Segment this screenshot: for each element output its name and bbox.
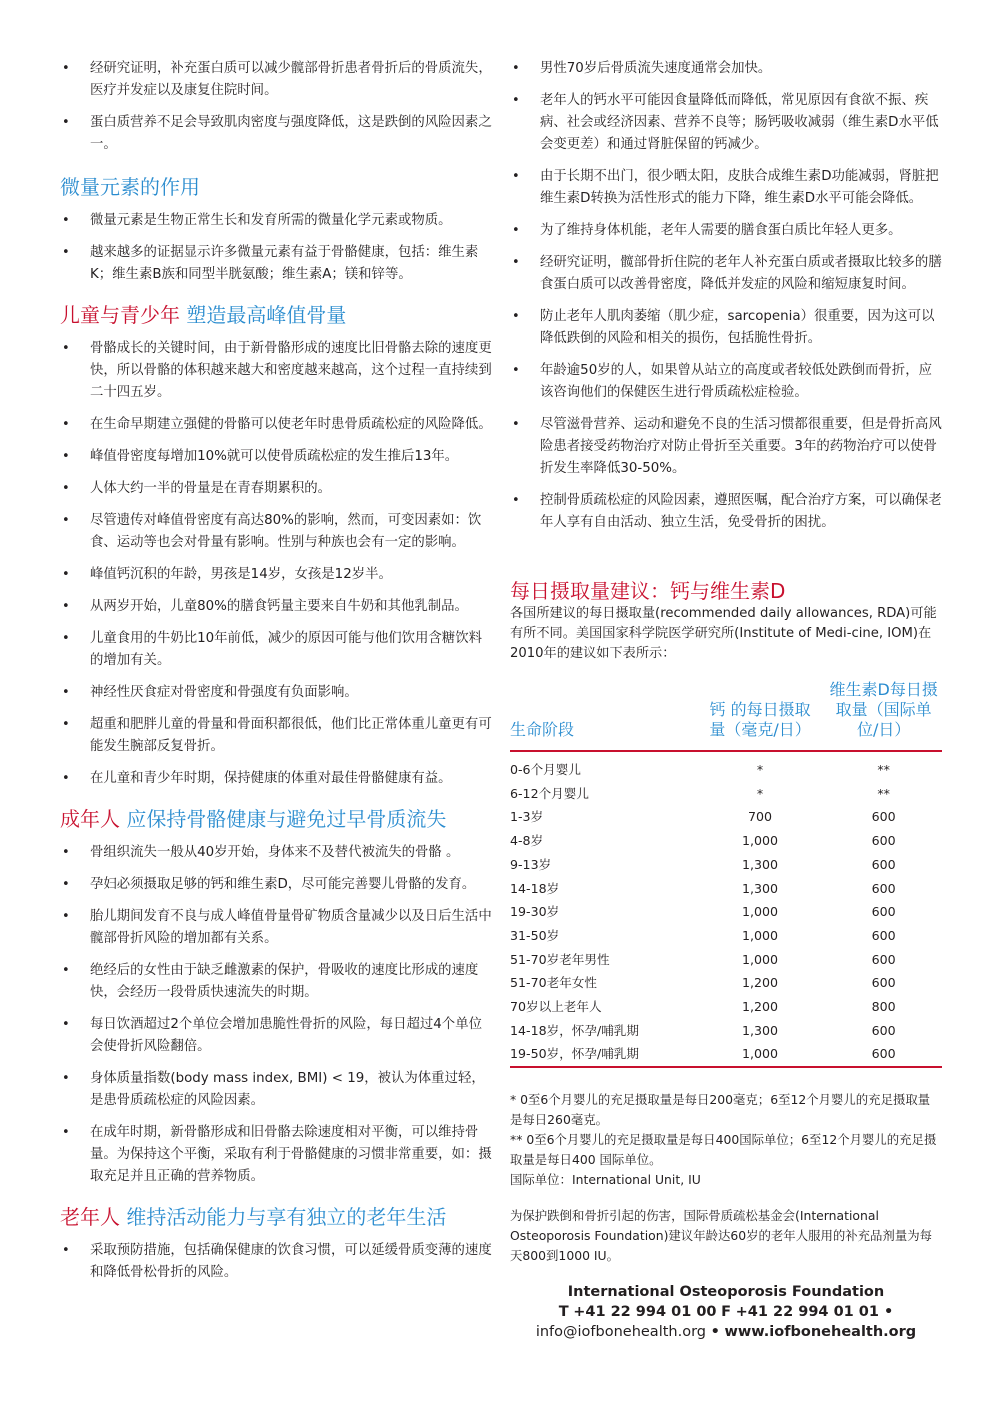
cell-calcium: 1,200	[742, 999, 779, 1015]
cell-calcium: 1,000	[742, 904, 779, 920]
fax-number: +41 22 994 01 01 •	[735, 1304, 894, 1321]
bullet-item: • 孕妇必须摄取足够的钙和维生素D，尽可能完善婴儿骨骼的发育。	[60, 874, 492, 896]
bullet-item: • 从两岁开始，儿童80%的膳食钙量主要来自牛奶和其他乳制品。	[60, 596, 492, 618]
table-row	[510, 1042, 942, 1067]
bullet-item: • 尽管遗传对峰值骨密度有高达80%的影响，然而，可变因素如：饮食、运动等也会对骨量有影响。性别与种族也会有一定的影响。	[60, 510, 492, 554]
bullet-item: • 越来越多的证据显示许多微量元素有益于骨骼健康，包括：维生素K；维生素B族和同型半胱氨酸；维生素A；镁和锌等。	[60, 242, 492, 286]
cell-calcium: 1,000	[742, 833, 779, 849]
rda-table-bottom-rule	[510, 1067, 942, 1080]
table-row	[510, 877, 942, 901]
website-link[interactable]: www.iofbonehealth.org	[724, 1324, 917, 1341]
elderly-title-red: 老年人	[60, 1205, 120, 1229]
bullet-item: • 防止老年人肌肉萎缩（肌少症，sarcopenia）很重要，因为这可以降低跌倒的风险和相关的损伤，包括脆性骨折。	[510, 306, 942, 350]
cell-vitamin-d: 600	[871, 927, 896, 943]
cell-vitamin-d: 600	[871, 904, 896, 920]
bullet-item: • 神经性厌食症对骨密度和骨强度有负面影响。	[60, 682, 492, 704]
elderly-section-title	[60, 1204, 492, 1230]
bullet-item: • 骨组织流失一般从40岁开始，身体来不及替代被流失的骨骼 。	[60, 842, 492, 864]
iof-phone-line	[510, 1302, 942, 1322]
children-title-blue: 塑造最高峰值骨量	[186, 303, 347, 327]
bullet-item: • 由于长期不出门，很少晒太阳，皮肤合成维生素D功能减弱，肾脏把维生素D转换为活性形式的能力下降，维生素D水平可能会降低。	[510, 166, 942, 210]
cell-life-stage: 9-13岁	[510, 856, 552, 872]
adults-title-blue: 应保持骨骼健康与避免过早骨质流失	[126, 807, 447, 831]
cell-life-stage: 19-30岁	[510, 904, 560, 920]
table-row	[510, 900, 942, 924]
cell-vitamin-d: **	[877, 762, 890, 777]
cell-vitamin-d: 600	[871, 1022, 896, 1038]
bullet-item: • 儿童食用的牛奶比10年前低，减少的原因可能与他们饮用含糖饮料的增加有关。	[60, 628, 492, 672]
micro-section-title: 微量元素的作用	[60, 175, 200, 199]
phone-label: T	[558, 1304, 569, 1321]
cell-vitamin-d: 600	[871, 880, 896, 896]
cell-vitamin-d: 600	[871, 1046, 896, 1062]
footnote-calcium: * 0至6个月婴儿的充足摄取量是每日200毫克；6至12个月婴儿的充足摄取量是每日260毫克。	[510, 1092, 931, 1128]
fax-label: F	[721, 1304, 732, 1321]
bullet-item: • 老年人的钙水平可能因食量降低而降低，常见原因有食欲不振、疾病、社会或经济因素、营养不良等；肠钙吸收减弱（维生素D水平低会变更差）和通过肾脏保留的钙减少。	[510, 90, 942, 156]
adults-bullet-list	[60, 842, 492, 1188]
rda-footnotes	[510, 1090, 942, 1190]
bullet-item: • 在儿童和青少年时期，保持健康的体重对最佳骨骼健康有益。	[60, 768, 492, 790]
rda-table	[510, 674, 942, 1080]
cell-calcium: 700	[748, 809, 773, 825]
cell-vitamin-d: 600	[871, 809, 896, 825]
bullet-item: • 微量元素是生物正常生长和发育所需的微量化学元素或物质。	[60, 210, 492, 232]
bullet-item: • 在生命早期建立强健的骨骼可以使老年时患骨质疏松症的风险降低。	[60, 414, 492, 436]
table-row	[510, 782, 942, 806]
bullet-item: • 为了维持身体机能，老年人需要的膳食蛋白质比年轻人更多。	[510, 220, 942, 242]
bullet-item: • 男性70岁后骨质流失速度通常会加快。	[510, 58, 942, 80]
bullet-item: • 在成年时期，新骨骼形成和旧骨骼去除速度相对平衡，可以维持骨量。为保持这个平衡，采取有利于骨骼健康的习惯非常重要，如：摄取充足并且正确的营养物质。	[60, 1122, 492, 1188]
table-row	[510, 829, 942, 853]
elderly-title-blue: 维持活动能力与享有独立的老年生活	[126, 1205, 447, 1229]
cell-life-stage: 19-50岁，怀孕/哺乳期	[510, 1046, 639, 1062]
separator: •	[710, 1324, 720, 1341]
children-section-title	[60, 302, 492, 328]
table-row	[510, 853, 942, 877]
cell-life-stage: 70岁以上老年人	[510, 999, 602, 1015]
footnote-vitamin-d: ** 0至6个月婴儿的充足摄取量是每日400国际单位；6至12个月婴儿的充足摄取量是每日400 国际单位。	[510, 1132, 937, 1168]
bullet-item: • 尽管滋骨营养、运动和避免不良的生活习惯都很重要，但是骨折高风险患者接受药物治疗对防止骨折至关重要。3年的药物治疗可以使骨折发生率降低30-50%。	[510, 414, 942, 480]
children-title-red: 儿童与青少年	[60, 303, 180, 327]
table-row	[510, 1019, 942, 1043]
cell-vitamin-d: 600	[871, 975, 896, 991]
cell-life-stage: 51-70老年女性	[510, 975, 597, 991]
bullet-item: • 蛋白质营养不足会导致肌肉密度与强度降低，这是跌倒的风险因素之一。	[60, 112, 492, 156]
cell-calcium: 1,300	[742, 856, 779, 872]
iof-web-line	[510, 1322, 942, 1342]
bullet-item: • 胎儿期间发育不良与成人峰值骨量骨矿物质含量减少以及日后生活中髋部骨折风险的增加都有关系。	[60, 906, 492, 950]
cell-calcium: 1,000	[742, 927, 779, 943]
micro-bullet-list	[60, 210, 492, 286]
adults-title-red: 成年人	[60, 807, 120, 831]
rda-header-vitamin-d: 维生素D每日摄取量（国际单位/日）	[829, 680, 938, 739]
cell-calcium: *	[756, 762, 764, 777]
cell-calcium: 1,200	[742, 975, 779, 991]
bullet-item: • 年龄逾50岁的人，如果曾从站立的高度或者较低处跌倒而骨折，应该咨询他们的保健医生进行骨质疏松症检验。	[510, 360, 942, 404]
cell-vitamin-d: 800	[871, 999, 896, 1015]
bullet-item: • 每日饮酒超过2个单位会增加患脆性骨折的风险，每日超过4个单位会使骨折风险翻倍。	[60, 1014, 492, 1058]
rda-table-body	[510, 751, 942, 1067]
daily-intake-intro: 各国所建议的每日摄取量(recommended daily allowances, RDA)可能有所不同。美国国家科学院医学研究所(Institute of Medi-cine, IOM)在2010年的建议如下表所示：	[510, 606, 937, 661]
cell-life-stage: 1-3岁	[510, 809, 544, 825]
email-link[interactable]: info@iofbonehealth.org	[535, 1324, 706, 1341]
left-column	[60, 58, 492, 1294]
cell-vitamin-d: **	[877, 785, 890, 801]
daily-intake-title: 每日摄取量建议：钙与维生素D	[510, 579, 786, 603]
rda-header-stage: 生命阶段	[510, 720, 575, 739]
cell-life-stage: 51-70岁老年男性	[510, 951, 610, 967]
cell-calcium: *	[756, 785, 764, 801]
iof-contact-block	[510, 1282, 942, 1342]
iof-name: International Osteoporosis Foundation	[567, 1284, 885, 1301]
bullet-item: • 峰值钙沉积的年龄，男孩是14岁，女孩是12岁半。	[60, 564, 492, 586]
table-row	[510, 924, 942, 948]
right-column	[510, 58, 942, 1342]
table-row	[510, 995, 942, 1019]
rda-header-calcium: 钙 的每日摄取量（毫克/日）	[709, 700, 811, 739]
table-row	[510, 948, 942, 972]
cell-vitamin-d: 600	[871, 833, 896, 849]
table-row	[510, 971, 942, 995]
cell-life-stage: 4-8岁	[510, 833, 544, 849]
cell-calcium: 1,000	[742, 951, 779, 967]
cell-calcium: 1,300	[742, 880, 779, 896]
cell-life-stage: 31-50岁	[510, 927, 560, 943]
bullet-item: • 经研究证明，补充蛋白质可以减少髋部骨折患者骨折后的骨质流失，医疗并发症以及康复住院时间。	[60, 58, 492, 102]
bullet-item: • 超重和肥胖儿童的骨量和骨面积都很低，他们比正常体重儿童更有可能发生腕部反复骨折。	[60, 714, 492, 758]
table-row	[510, 805, 942, 829]
rda-table-header-row	[510, 674, 942, 751]
cell-life-stage: 14-18岁，怀孕/哺乳期	[510, 1022, 639, 1038]
bullet-item: • 控制骨质疏松症的风险因素，遵照医嘱，配合治疗方案，可以确保老年人享有自由活动、独立生活，免受骨折的困扰。	[510, 490, 942, 534]
bullet-item: • 人体大约一半的骨量是在青春期累积的。	[60, 478, 492, 500]
children-bullet-list	[60, 338, 492, 790]
table-row	[510, 751, 942, 782]
protein-bullet-list	[60, 58, 492, 156]
cell-vitamin-d: 600	[871, 856, 896, 872]
cell-vitamin-d: 600	[871, 951, 896, 967]
bullet-item: • 采取预防措施，包括确保健康的饮食习惯，可以延缓骨质变薄的速度和降低骨松骨折的风险。	[60, 1240, 492, 1284]
adults-section-title	[60, 806, 492, 832]
bullet-item: • 经研究证明，髋部骨折住院的老年人补充蛋白质或者摄取比较多的膳食蛋白质可以改善骨密度，降低并发症的风险和缩短康复时间。	[510, 252, 942, 296]
bullet-item: • 绝经后的女性由于缺乏雌激素的保护，骨吸收的速度比形成的速度快，会经历一段骨质快速流失的时期。	[60, 960, 492, 1004]
cell-life-stage: 0-6个月婴儿	[510, 762, 581, 777]
bullet-item: • 身体质量指数(body mass index, BMI) < 19，被认为体重过轻，是患骨质疏松症的风险因素。	[60, 1068, 492, 1112]
bullet-item: • 骨骼成长的关键时间，由于新骨骼形成的速度比旧骨骼去除的速度更快，所以骨骼的体积越来越大和密度越来越高，这个过程一直持续到二十四五岁。	[60, 338, 492, 404]
cell-life-stage: 6-12个月婴儿	[510, 785, 589, 801]
cell-calcium: 1,300	[742, 1022, 779, 1038]
supplement-note: 为保护跌倒和骨折引起的伤害，国际骨质疏松基金会(International Osteoporosis Foundation)建议年龄达60岁的老年人服用的补充品剂量为每天800到1000 IU。	[510, 1208, 932, 1264]
cell-calcium: 1,000	[742, 1046, 779, 1062]
elderly-continued-bullet-list	[510, 58, 942, 534]
cell-life-stage: 14-18岁	[510, 880, 560, 896]
phone-number: +41 22 994 01 00	[573, 1304, 717, 1321]
footnote-iu: 国际单位：International Unit, IU	[510, 1172, 701, 1188]
elderly-bullet-list	[60, 1240, 492, 1284]
bullet-item: • 峰值骨密度每增加10%就可以使骨质疏松症的发生推后13年。	[60, 446, 492, 468]
